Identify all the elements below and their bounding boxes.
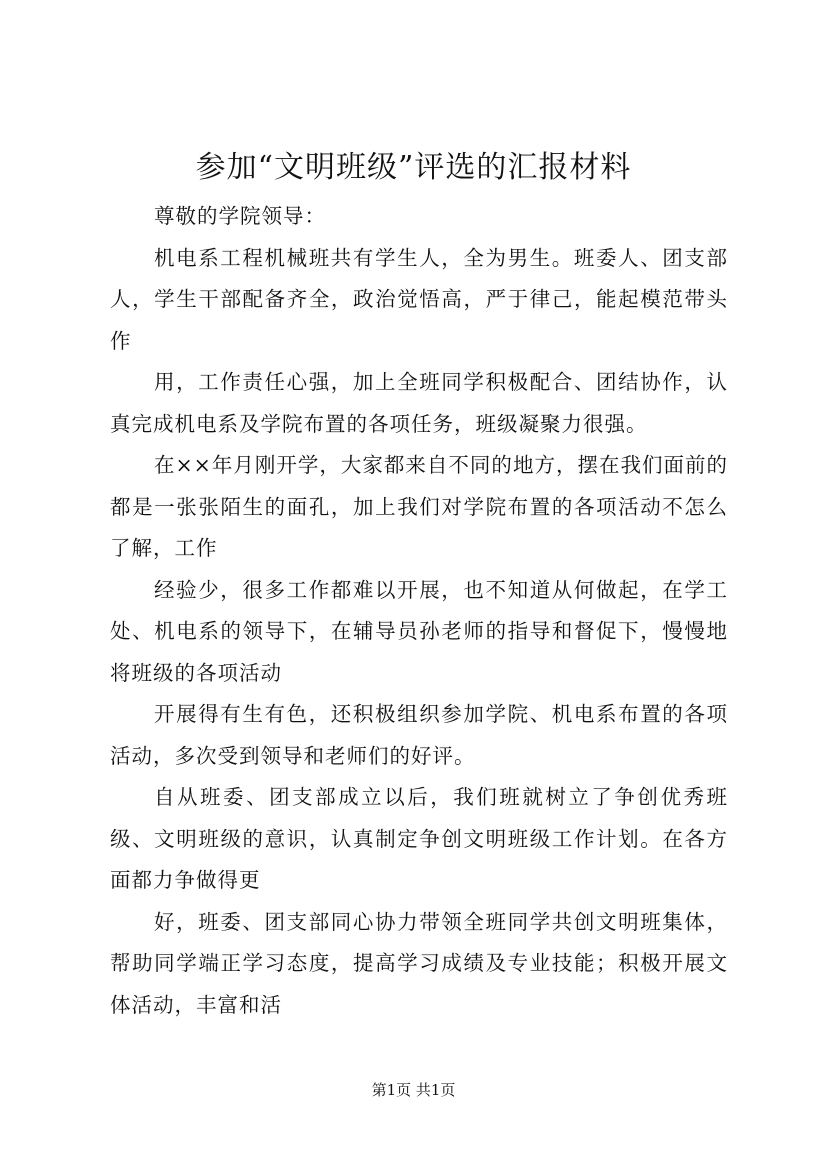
paragraph: 自从班委、团支部成立以后，我们班就树立了争创优秀班级、文明班级的意识，认真制定争创文明班级工作计划。在各方面都力争做得更	[110, 785, 728, 892]
paragraph: 在××年月刚开学，大家都来自不同的地方，摆在我们面前的都是一张张陌生的面孔，加上我们对学院布置的各项活动不怎么了解，工作	[110, 453, 728, 560]
paragraph: 好，班委、团支部同心协力带领全班同学共创文明班集体，帮助同学端正学习态度，提高学习成绩及专业技能；积极开展文体活动，丰富和活	[110, 909, 728, 1017]
paragraph: 经验少，很多工作都难以开展，也不知道从何做起，在学工处、机电系的领导下，在辅导员孙老师的指导和督促下，慢慢地将班级的各项活动	[110, 577, 728, 685]
paragraph: 开展得有生有色，还积极组织参加学院、机电系布置的各项活动，多次受到领导和老师们的好评。	[110, 702, 728, 768]
page-number-footer: 第1页 共1页	[371, 1081, 456, 1099]
paragraph: 用，工作责任心强，加上全班同学积极配合、团结协作，认真完成机电系及学院布置的各项任务，班级凝聚力很强。	[110, 370, 728, 436]
document-body	[110, 196, 728, 1026]
salutation: 尊敬的学院领导：	[154, 204, 326, 228]
paragraph: 机电系工程机械班共有学生人，全为男生。班委人、团支部人，学生干部配备齐全，政治觉悟高，严于律己，能起模范带头作	[110, 245, 728, 353]
document-title: 参加“文明班级”评选的汇报材料	[195, 150, 632, 185]
